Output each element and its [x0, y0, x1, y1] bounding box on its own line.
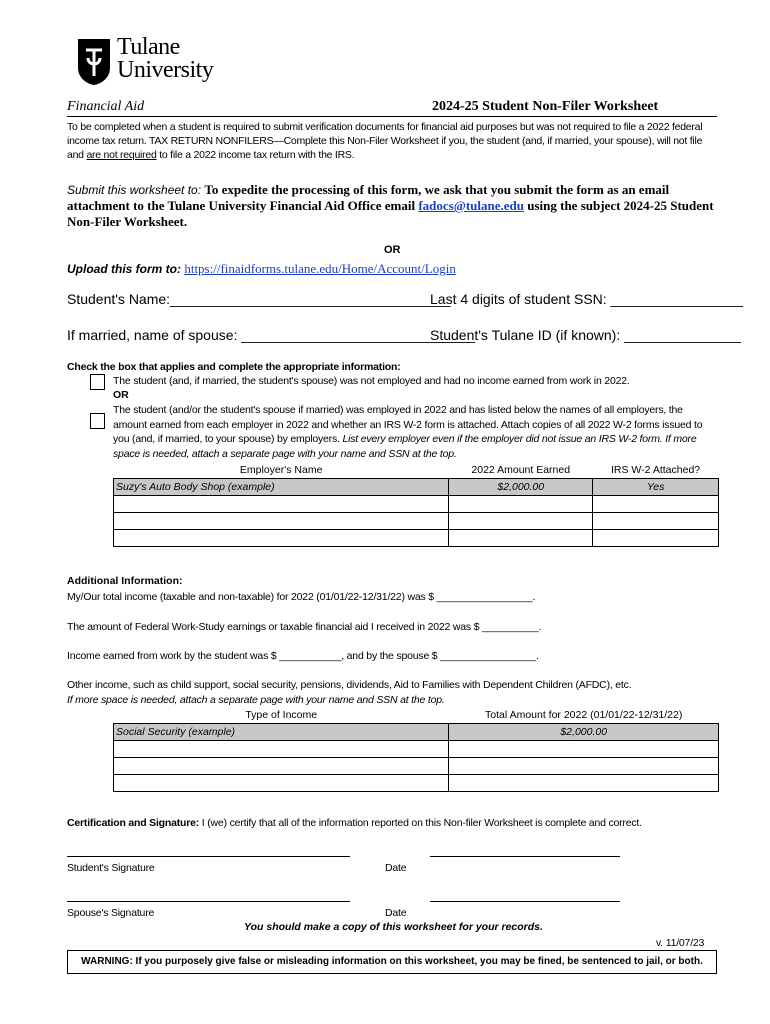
submit-lead: Submit this worksheet to:	[67, 183, 205, 197]
income-total-cell[interactable]	[449, 740, 719, 757]
spouse-date-line[interactable]	[430, 901, 620, 902]
option-employed-text: The student (and/or the student's spouse if married) was employed in 2022 and has listed below the names of all employers, the amount earned from each employer in 2022 and whether an IRS W-2 form is attached. Attach copies of all 2022 W-2 forms issued to you (and, if married, to your spouse) by employers.	[113, 404, 703, 445]
option-employed-italic: List every employer even if the employer did not issue an IRS W-2 form. If more space is needed, attach a separate page with your name and SSN at the top.	[113, 433, 697, 460]
copy-note: You should make a copy of this worksheet for your records.	[244, 921, 543, 933]
checkbox-not-employed[interactable]	[90, 374, 105, 390]
example-w2: Yes	[593, 478, 719, 495]
student-date-label: Date	[385, 862, 407, 874]
tulane-id-field[interactable]: Student's Tulane ID (if known): _______________	[430, 327, 741, 343]
student-date-line[interactable]	[430, 856, 620, 857]
w2-cell[interactable]	[593, 495, 719, 512]
table-row[interactable]	[114, 495, 719, 512]
cert-lead: Certification and Signature:	[67, 817, 200, 829]
student-name-field[interactable]: Student's Name:____________________________________	[67, 291, 451, 307]
col-employer-name: Employer's Name	[114, 463, 449, 478]
upload-line	[67, 261, 456, 277]
email-link[interactable]: fadocs@tulane.edu	[418, 198, 524, 213]
example-employer: Suzy's Auto Body Shop (example)	[114, 478, 449, 495]
table-row-example	[114, 723, 719, 740]
additional-heading: Additional Information:	[67, 575, 183, 587]
w2-cell[interactable]	[593, 512, 719, 529]
intro-part1: To be completed when a student is required to submit verification documents for financial aid purposes but was not required to file a 2022 federal income tax return. TAX RETURN NONFILERS—Complete this Non-Filer Worksheet if you, the student (and, if married, your spouse), will not file and	[67, 121, 703, 161]
shield-icon	[77, 38, 111, 86]
example-income-type: Social Security (example)	[114, 723, 449, 740]
earned-income-line[interactable]: Income earned from work by the student was $ ___________, and by the spouse $ _________________.	[67, 650, 539, 662]
upload-link[interactable]: https://finaidforms.tulane.edu/Home/Account/Login	[184, 261, 456, 276]
employer-name-cell[interactable]	[114, 529, 449, 546]
table-row[interactable]	[114, 529, 719, 546]
intro-text	[67, 120, 717, 162]
income-type-cell[interactable]	[114, 774, 449, 791]
more-space-note: If more space is needed, attach a separate page with your name and SSN at the top.	[67, 694, 445, 706]
employer-name-cell[interactable]	[114, 495, 449, 512]
option-employed	[113, 403, 713, 461]
warning-box: WARNING: If you purposely give false or misleading information on this worksheet, you may be fined, be sentenced to jail, or both.	[67, 950, 717, 974]
table-row-example	[114, 478, 719, 495]
other-income-line: Other income, such as child support, social security, pensions, dividends, Aid to Families with Dependent Children (AFDC), etc.	[67, 679, 632, 691]
intro-part2: to file a 2022 income tax return with the IRS.	[156, 149, 355, 161]
amount-cell[interactable]	[449, 529, 593, 546]
cert-text: I (we) certify that all of the information reported on this Non-filer Worksheet is complete and correct.	[199, 817, 642, 829]
income-table	[113, 708, 719, 792]
spouse-date-label: Date	[385, 907, 407, 919]
student-signature-label: Student's Signature	[67, 862, 155, 874]
col-income-total: Total Amount for 2022 (01/01/22-12/31/22)	[449, 708, 719, 723]
logo-line2: University	[117, 57, 214, 83]
example-income-total: $2,000.00	[449, 723, 719, 740]
checkbox-employed[interactable]	[90, 413, 105, 429]
table-row[interactable]	[114, 757, 719, 774]
header-left: Financial Aid	[67, 99, 145, 114]
header-rule	[67, 116, 717, 117]
submit-text1: To expedite the processing of this form, we ask that you submit the form as an email attachment to the Tulane University Financial Aid Office email	[67, 182, 670, 213]
ssn-field[interactable]: Last 4 digits of student SSN: _________________	[430, 291, 743, 307]
spouse-name-field[interactable]: If married, name of spouse: ______________________________	[67, 327, 475, 343]
table-row[interactable]	[114, 774, 719, 791]
upload-lead: Upload this form to:	[67, 262, 185, 276]
option-not-employed: The student (and, if married, the student's spouse) was not employed and had no income earned from work in 2022.	[113, 375, 630, 387]
income-type-cell[interactable]	[114, 740, 449, 757]
intro-underlined: are not required	[86, 149, 157, 161]
submit-instructions	[67, 182, 717, 230]
spouse-signature-line[interactable]	[67, 901, 350, 902]
version-label: v. 11/07/23	[656, 937, 705, 949]
submit-text2: using the subject 2024-25 Student Non-Filer Worksheet.	[67, 198, 714, 229]
table-row[interactable]	[114, 740, 719, 757]
col-w2-attached: IRS W-2 Attached?	[593, 463, 719, 478]
employer-table	[113, 463, 719, 547]
check-heading: Check the box that applies and complete the appropriate information:	[67, 361, 401, 373]
work-study-line[interactable]: The amount of Federal Work-Study earnings or taxable financial aid I received in 2022 was $ __________.	[67, 621, 542, 633]
col-income-type: Type of Income	[114, 708, 449, 723]
table-row[interactable]	[114, 512, 719, 529]
certification	[67, 817, 642, 829]
w2-cell[interactable]	[593, 529, 719, 546]
logo-line1: Tulane	[117, 34, 180, 60]
amount-cell[interactable]	[449, 495, 593, 512]
page-title: 2024-25 Student Non-Filer Worksheet	[432, 99, 659, 114]
tulane-logo	[77, 36, 237, 88]
income-total-cell[interactable]	[449, 757, 719, 774]
spouse-signature-label: Spouse's Signature	[67, 907, 155, 919]
example-amount: $2,000.00	[449, 478, 593, 495]
total-income-line[interactable]: My/Our total income (taxable and non-taxable) for 2022 (01/01/22-12/31/22) was $ _________________.	[67, 591, 536, 603]
student-signature-line[interactable]	[67, 856, 350, 857]
or-label: OR	[384, 244, 401, 256]
employer-name-cell[interactable]	[114, 512, 449, 529]
amount-cell[interactable]	[449, 512, 593, 529]
income-total-cell[interactable]	[449, 774, 719, 791]
income-type-cell[interactable]	[114, 757, 449, 774]
col-amount-earned: 2022 Amount Earned	[449, 463, 593, 478]
option-or-label: OR	[113, 389, 129, 401]
